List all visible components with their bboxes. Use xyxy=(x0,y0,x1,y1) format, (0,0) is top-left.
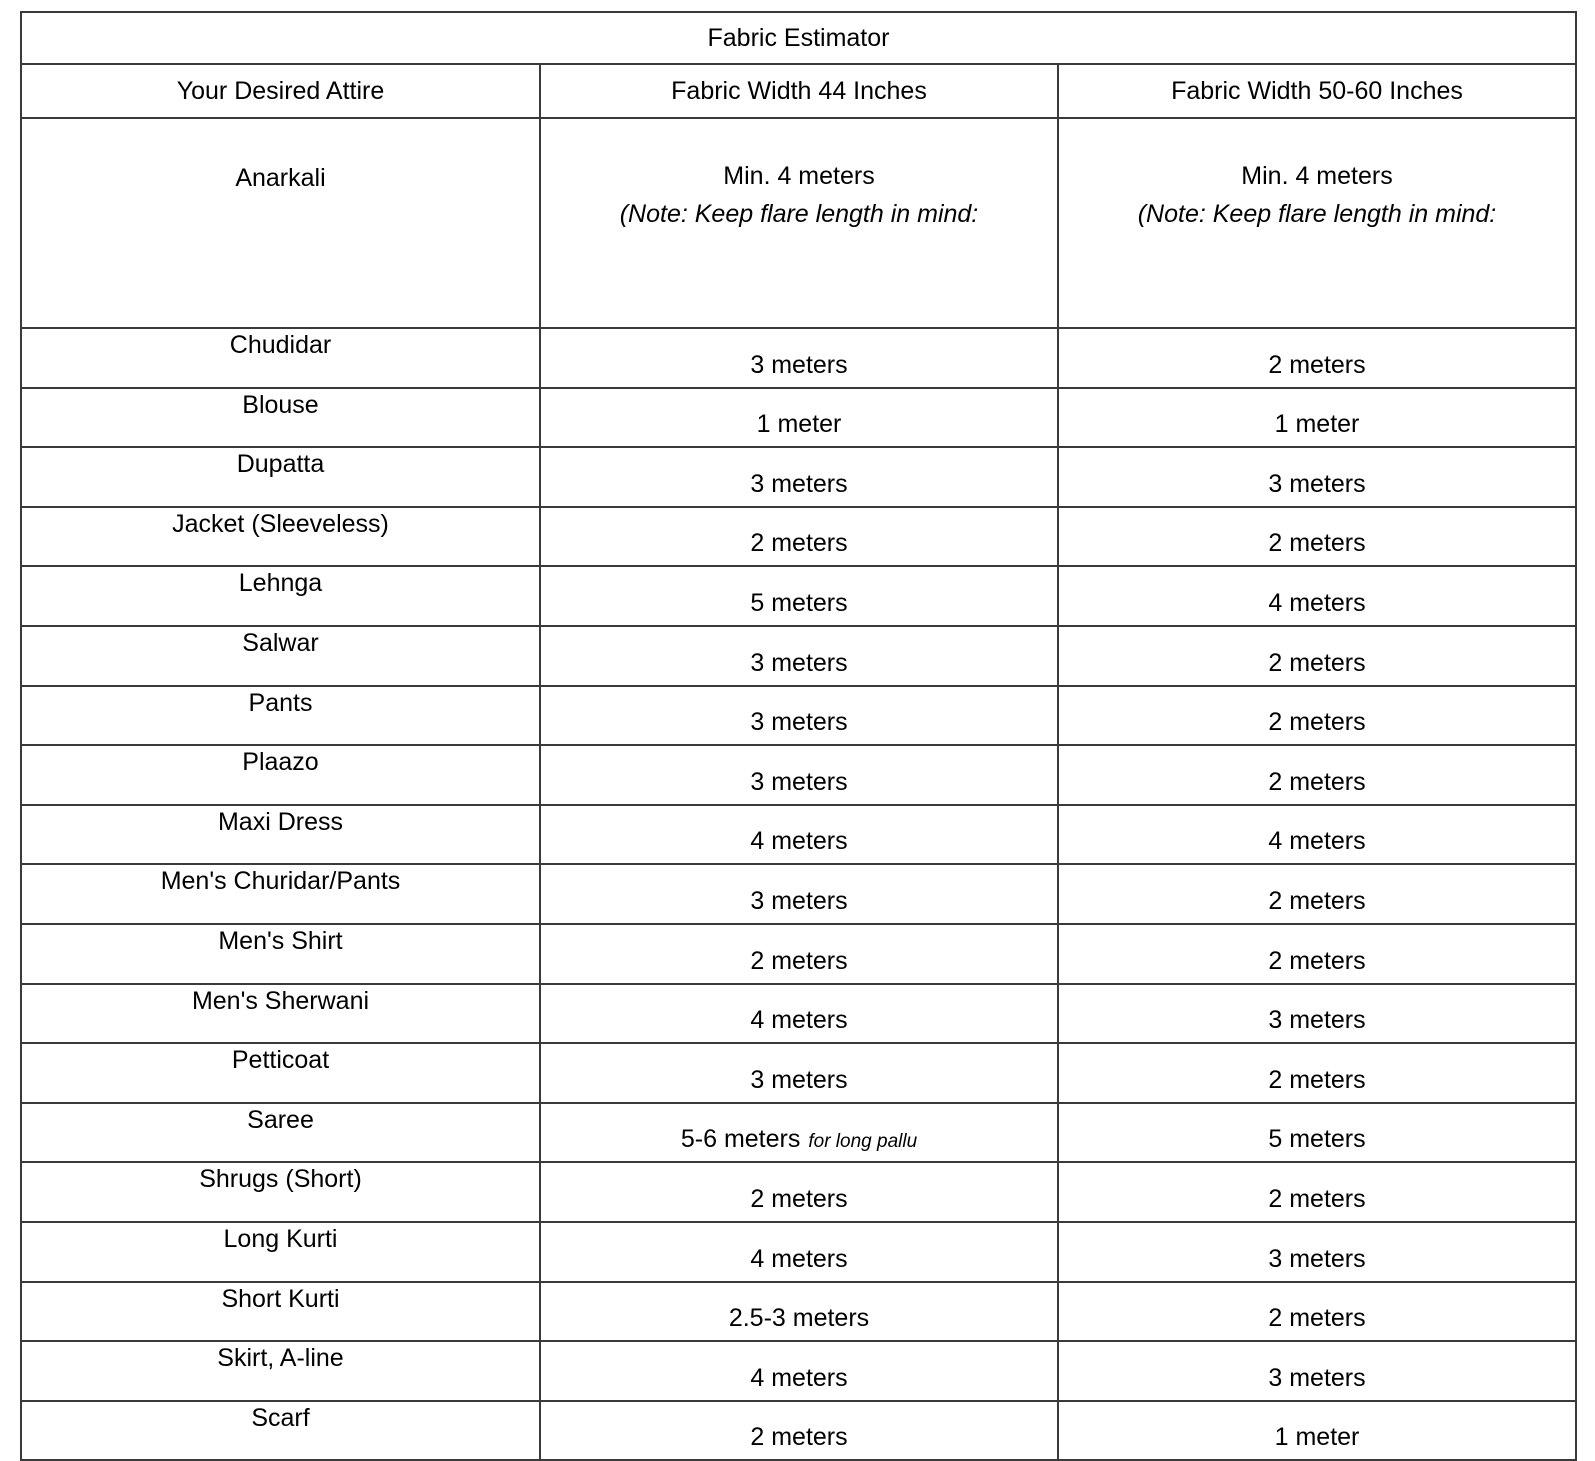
width-50-60-cell xyxy=(1058,447,1576,507)
fabric-amount: 3 meters xyxy=(750,767,848,796)
width-44-cell xyxy=(540,447,1058,507)
width-50-60-cell xyxy=(1058,1043,1576,1103)
fabric-amount: 3 meters xyxy=(750,469,848,498)
fabric-amount: 1 meter xyxy=(1274,410,1360,439)
width-50-60-cell xyxy=(1058,328,1576,388)
width-50-60-cell xyxy=(1058,924,1576,984)
fabric-amount: 3 meters xyxy=(750,708,848,737)
table-row xyxy=(21,566,1576,626)
fabric-amount: 4 meters xyxy=(750,1006,848,1035)
width-50-60-cell xyxy=(1058,388,1576,448)
fabric-amount: 3 meters xyxy=(750,648,848,677)
width-50-60-cell xyxy=(1058,1162,1576,1222)
width-50-60-cell xyxy=(1058,626,1576,686)
width-44-cell xyxy=(540,984,1058,1044)
table-row xyxy=(21,447,1576,507)
fabric-estimator-table xyxy=(20,11,1577,1461)
flare-note: (Note: Keep flare length in mind: xyxy=(1137,200,1497,228)
fabric-amount: 1 meter xyxy=(1274,1423,1360,1452)
attire-cell: Men's Churidar/Pants xyxy=(21,864,540,924)
fabric-amount: 2 meters xyxy=(750,946,848,975)
width-50-60-cell xyxy=(1058,1282,1576,1342)
table-row xyxy=(21,626,1576,686)
width-50-60-cell xyxy=(1058,1341,1576,1401)
table-row-anarkali xyxy=(21,118,1576,328)
fabric-amount: Min. 4 meters xyxy=(1241,162,1393,190)
fabric-amount: 4 meters xyxy=(750,1363,848,1392)
fabric-amount: 2.5-3 meters xyxy=(728,1304,870,1333)
width-44-cell xyxy=(540,328,1058,388)
table-row xyxy=(21,388,1576,448)
attire-cell: Blouse xyxy=(21,388,540,448)
attire-cell: Maxi Dress xyxy=(21,805,540,865)
table-row xyxy=(21,805,1576,865)
attire-cell: Long Kurti xyxy=(21,1222,540,1282)
width-50-60-cell xyxy=(1058,984,1576,1044)
width-44-cell xyxy=(540,924,1058,984)
fabric-amount: 4 meters xyxy=(1268,588,1366,617)
width-44-cell xyxy=(540,1341,1058,1401)
table-row xyxy=(21,686,1576,746)
table-row xyxy=(21,1222,1576,1282)
attire-cell: Men's Sherwani xyxy=(21,984,540,1044)
table-row xyxy=(21,1162,1576,1222)
table-row xyxy=(21,1043,1576,1103)
fabric-amount: 2 meters xyxy=(1268,946,1366,975)
fabric-amount: 4 meters xyxy=(750,1244,848,1273)
attire-cell: Skirt, A-line xyxy=(21,1341,540,1401)
table-row xyxy=(21,745,1576,805)
width-44-cell xyxy=(540,745,1058,805)
fabric-amount: 2 meters xyxy=(1268,1304,1366,1333)
width-50-60-cell xyxy=(1058,745,1576,805)
table-row xyxy=(21,864,1576,924)
table-row xyxy=(21,1401,1576,1461)
fabric-amount: 2 meters xyxy=(1268,1065,1366,1094)
width-44-cell xyxy=(540,626,1058,686)
width-44-cell xyxy=(540,1282,1058,1342)
table-row xyxy=(21,1103,1576,1163)
fabric-amount: 4 meters xyxy=(1268,827,1366,856)
width-44-cell xyxy=(540,118,1058,328)
width-50-60-cell xyxy=(1058,118,1576,328)
table-title: Fabric Estimator xyxy=(21,12,1576,64)
width-50-60-cell xyxy=(1058,805,1576,865)
fabric-amount: 3 meters xyxy=(1268,1006,1366,1035)
attire-cell: Anarkali xyxy=(21,118,540,328)
width-44-cell xyxy=(540,507,1058,567)
fabric-amount: 4 meters xyxy=(750,827,848,856)
title-row xyxy=(21,12,1576,64)
fabric-amount: 2 meters xyxy=(1268,708,1366,737)
attire-cell: Petticoat xyxy=(21,1043,540,1103)
width-44-cell xyxy=(540,864,1058,924)
attire-cell: Shrugs (Short) xyxy=(21,1162,540,1222)
width-50-60-cell xyxy=(1058,1222,1576,1282)
fabric-amount: 2 meters xyxy=(750,529,848,558)
width-50-60-cell xyxy=(1058,566,1576,626)
fabric-amount: 3 meters xyxy=(750,350,848,379)
width-44-cell xyxy=(540,1043,1058,1103)
width-50-60-cell xyxy=(1058,507,1576,567)
width-44-cell xyxy=(540,1401,1058,1461)
width-44-cell xyxy=(540,1222,1058,1282)
attire-cell: Saree xyxy=(21,1103,540,1163)
table-row xyxy=(21,1341,1576,1401)
fabric-amount: 1 meter xyxy=(756,410,842,439)
fabric-amount: 2 meters xyxy=(1268,886,1366,915)
width-50-60-cell xyxy=(1058,864,1576,924)
table-row xyxy=(21,1282,1576,1342)
width-44-cell xyxy=(540,388,1058,448)
fabric-amount: 3 meters xyxy=(750,886,848,915)
fabric-amount: 2 meters xyxy=(1268,1184,1366,1213)
width-50-60-cell xyxy=(1058,1103,1576,1163)
width-44-cell xyxy=(540,805,1058,865)
width-50-60-cell xyxy=(1058,686,1576,746)
column-header-width-50-60: Fabric Width 50-60 Inches xyxy=(1058,64,1576,118)
fabric-amount: 2 meters xyxy=(1268,767,1366,796)
width-44-cell xyxy=(540,1103,1058,1163)
fabric-amount: 2 meters xyxy=(1268,648,1366,677)
table-row xyxy=(21,984,1576,1044)
attire-cell: Short Kurti xyxy=(21,1282,540,1342)
column-header-width-44: Fabric Width 44 Inches xyxy=(540,64,1058,118)
width-44-cell xyxy=(540,566,1058,626)
column-header-attire: Your Desired Attire xyxy=(21,64,540,118)
fabric-amount: 5-6 meters xyxy=(680,1125,801,1154)
fabric-amount: 3 meters xyxy=(1268,1363,1366,1392)
width-44-cell xyxy=(540,686,1058,746)
fabric-amount: 3 meters xyxy=(1268,1244,1366,1273)
header-row xyxy=(21,64,1576,118)
table-row xyxy=(21,924,1576,984)
attire-cell: Jacket (Sleeveless) xyxy=(21,507,540,567)
table-row xyxy=(21,507,1576,567)
fabric-amount: Min. 4 meters xyxy=(723,162,875,190)
attire-cell: Scarf xyxy=(21,1401,540,1461)
attire-cell: Men's Shirt xyxy=(21,924,540,984)
attire-cell: Lehnga xyxy=(21,566,540,626)
attire-cell: Plaazo xyxy=(21,745,540,805)
width-50-60-cell xyxy=(1058,1401,1576,1461)
fabric-amount: 3 meters xyxy=(750,1065,848,1094)
fabric-amount: 2 meters xyxy=(750,1184,848,1213)
fabric-amount: 5 meters xyxy=(1268,1125,1366,1154)
fabric-amount: 2 meters xyxy=(750,1423,848,1452)
fabric-amount: 3 meters xyxy=(1268,469,1366,498)
fabric-amount-note: for long pallu xyxy=(808,1131,918,1153)
width-44-cell xyxy=(540,1162,1058,1222)
table-row xyxy=(21,328,1576,388)
fabric-amount: 5 meters xyxy=(750,588,848,617)
attire-cell: Chudidar xyxy=(21,328,540,388)
fabric-amount: 2 meters xyxy=(1268,350,1366,379)
attire-cell: Pants xyxy=(21,686,540,746)
attire-cell: Dupatta xyxy=(21,447,540,507)
flare-note: (Note: Keep flare length in mind: xyxy=(619,200,979,228)
fabric-amount: 2 meters xyxy=(1268,529,1366,558)
attire-cell: Salwar xyxy=(21,626,540,686)
